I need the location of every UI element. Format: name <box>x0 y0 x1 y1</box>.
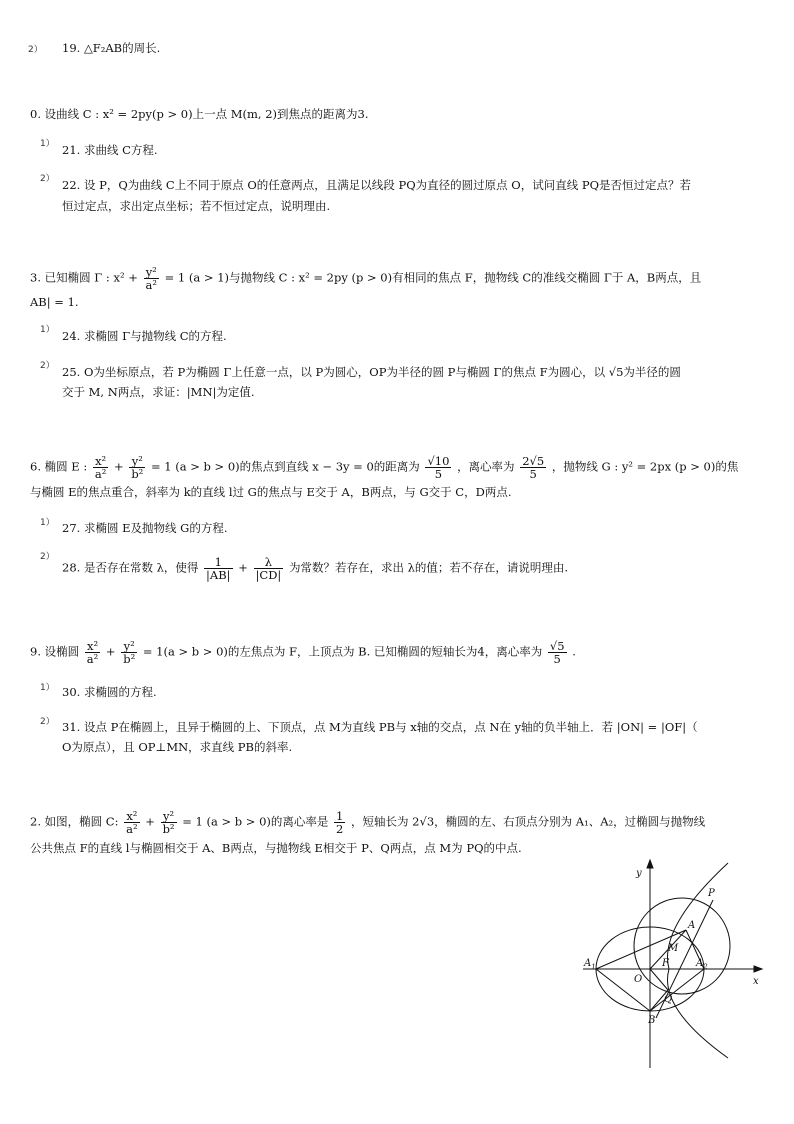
label-a: A <box>688 920 696 931</box>
geometry-figure <box>578 858 768 1073</box>
problem-text: . <box>572 644 576 659</box>
problem-22-line1: 22. 设 P，Q为曲线 C上不同于原点 O的任意两点，且满足以线段 PQ为直径的圆过原点 O，试问直线 PQ是否恒过定点？若 <box>62 178 692 192</box>
label-q: Q <box>664 994 673 1005</box>
label-x: x <box>753 976 759 987</box>
label-f: F <box>662 958 669 969</box>
y-axis-arrow <box>647 860 653 868</box>
problem-text: 为常数？若存在，求出 λ的值；若不存在，请说明理由. <box>288 560 569 575</box>
part-marker: 1） <box>40 518 55 528</box>
problem-text: ，离心率为 <box>457 459 515 474</box>
plus-sign: + <box>114 459 124 474</box>
problem-19: 19. △F₂AB的周长. <box>62 41 161 55</box>
problem-text: = 1(a > b > 0)的左焦点为 F，上顶点为 B. 已知椭圆的短轴长为4，离心率为 <box>142 644 543 659</box>
problem-number: 0. <box>30 107 41 121</box>
fraction: $\frac{√10}{5}$ <box>427 454 450 481</box>
problem-text: 如图，椭圆 C: <box>44 814 119 829</box>
problem-23-line2: AB| = 1. <box>30 295 79 309</box>
problem-25-line2: 交于 M, N两点，求证：|MN|为定值. <box>62 385 255 399</box>
problem-text: = 1 (a > b > 0)的焦点到直线 x − 3y = 0的距离为 <box>150 459 420 474</box>
problem-26-line2: 与椭圆 E的焦点重合，斜率为 k的直线 l过 G的焦点与 E交于 A，B两点，与 G交于 C，D两点. <box>30 485 512 499</box>
part-marker: 1） <box>40 139 55 149</box>
problem-23 <box>30 266 701 291</box>
problem-number: 2. <box>30 814 41 829</box>
problem-22-line2: 恒过定点，求出定点坐标；若不恒过定点，说明理由. <box>62 199 331 213</box>
fraction: $\frac{\text{y²}}{\text{a²}}$ <box>145 265 157 292</box>
problem-28 <box>62 556 568 581</box>
part-marker: 2） <box>40 361 55 371</box>
problem-text: 28. 是否存在常数 λ，使得 <box>62 560 199 575</box>
problem-29 <box>30 640 576 665</box>
part-marker: 1） <box>40 683 55 693</box>
label-m: M <box>668 943 679 954</box>
problem-text: 椭圆 E : <box>44 459 88 474</box>
problem-text: 设椭圆 <box>44 644 80 659</box>
label-y: y <box>636 868 642 879</box>
fraction: $\frac{1}{2}$ <box>336 809 344 836</box>
problem-21: 21. 求曲线 C方程. <box>62 143 158 157</box>
problem-26 <box>30 455 738 480</box>
fraction: $\frac{\lambda}{|CD|}$ <box>255 555 282 582</box>
problem-text: = 1 (a > b > 0)的离心率是 <box>182 814 329 829</box>
fraction: $\frac{1}{|AB|}$ <box>206 555 231 582</box>
fraction: $\frac{\text{y²}}{\text{b²}}$ <box>123 639 136 666</box>
problem-32-line2: 公共焦点 F的直线 l与椭圆相交于 A、B两点，与抛物线 E相交于 P、Q两点，点 M为 PQ的中点. <box>30 841 522 855</box>
label-p: P <box>708 888 715 899</box>
label-a2: $A_2$ <box>696 958 708 971</box>
problem-number: 9. <box>30 644 41 659</box>
problem-27: 27. 求椭圆 E及抛物线 G的方程. <box>62 521 228 535</box>
problem-30: 30. 求椭圆的方程. <box>62 685 157 699</box>
problem-20 <box>30 106 369 122</box>
fraction: $\frac{\text{x²}}{\text{a²}}$ <box>126 809 138 836</box>
plus-sign: + <box>145 814 155 829</box>
fraction: $\frac{\text{y²}}{\text{b²}}$ <box>162 809 175 836</box>
label-b: B <box>648 1015 656 1026</box>
label-a1: $A_1$ <box>584 958 596 971</box>
fraction: $\frac{√5}{5}$ <box>549 639 565 666</box>
plus-sign: + <box>238 560 248 575</box>
line-o-q <box>650 969 668 990</box>
part-marker: 2） <box>40 552 55 562</box>
problem-text: ，抛物线 G : y² = 2px (p > 0)的焦 <box>551 459 739 474</box>
problem-24: 24. 求椭圆 Γ与抛物线 C的方程. <box>62 329 227 343</box>
problem-number: 3. <box>30 270 41 285</box>
fraction: $\frac{\text{x²}}{\text{a²}}$ <box>86 639 99 666</box>
problem-text: ，短轴长为 2√3，椭圆的左、右顶点分别为 A₁、A₂，过椭圆与抛物线 <box>351 814 706 829</box>
problem-31-line1: 31. 设点 P在椭圆上，且异于椭圆的上、下顶点，点 M为直线 PB与 x轴的交点，点 N在 y轴的负半轴上．若 |ON| = |OF|（ <box>62 720 698 734</box>
part-marker: 2） <box>40 717 55 727</box>
problem-text: = 1 (a > 1)与抛物线 C : x² = 2py (p > 0)有相同的焦点 F，抛物线 C的准线交椭圆 Γ于 A，B两点，且 <box>164 270 702 285</box>
x-axis-arrow <box>754 966 762 972</box>
problem-text: 已知椭圆 Γ : x² + <box>44 270 138 285</box>
part-marker: 1） <box>40 325 55 335</box>
part-marker: 2） <box>28 45 43 55</box>
fraction: $\frac{\text{x²}}{\text{a²}}$ <box>94 454 107 481</box>
problem-25-line1: 25. O为坐标原点，若 P为椭圆 Γ上任意一点，以 P为圆心，OP为半径的圆 P与椭圆 Γ的焦点 F为圆心，以 √5为半径的圆 <box>62 365 681 379</box>
problem-32 <box>30 810 705 835</box>
label-o: O <box>634 974 643 985</box>
problem-text: 设曲线 C : x² = 2py(p > 0)上一点 M(m, 2)到焦点的距离为3. <box>44 107 369 121</box>
problem-31-line2: O为原点），且 OP⊥MN，求直线 PB的斜率. <box>62 740 293 754</box>
problem-number: 6. <box>30 459 41 474</box>
fraction: $\frac{2√5}{5}$ <box>522 454 545 481</box>
plus-sign: + <box>105 644 116 659</box>
fraction: $\frac{\text{y²}}{\text{b²}}$ <box>131 454 144 481</box>
part-marker: 2） <box>40 174 55 184</box>
